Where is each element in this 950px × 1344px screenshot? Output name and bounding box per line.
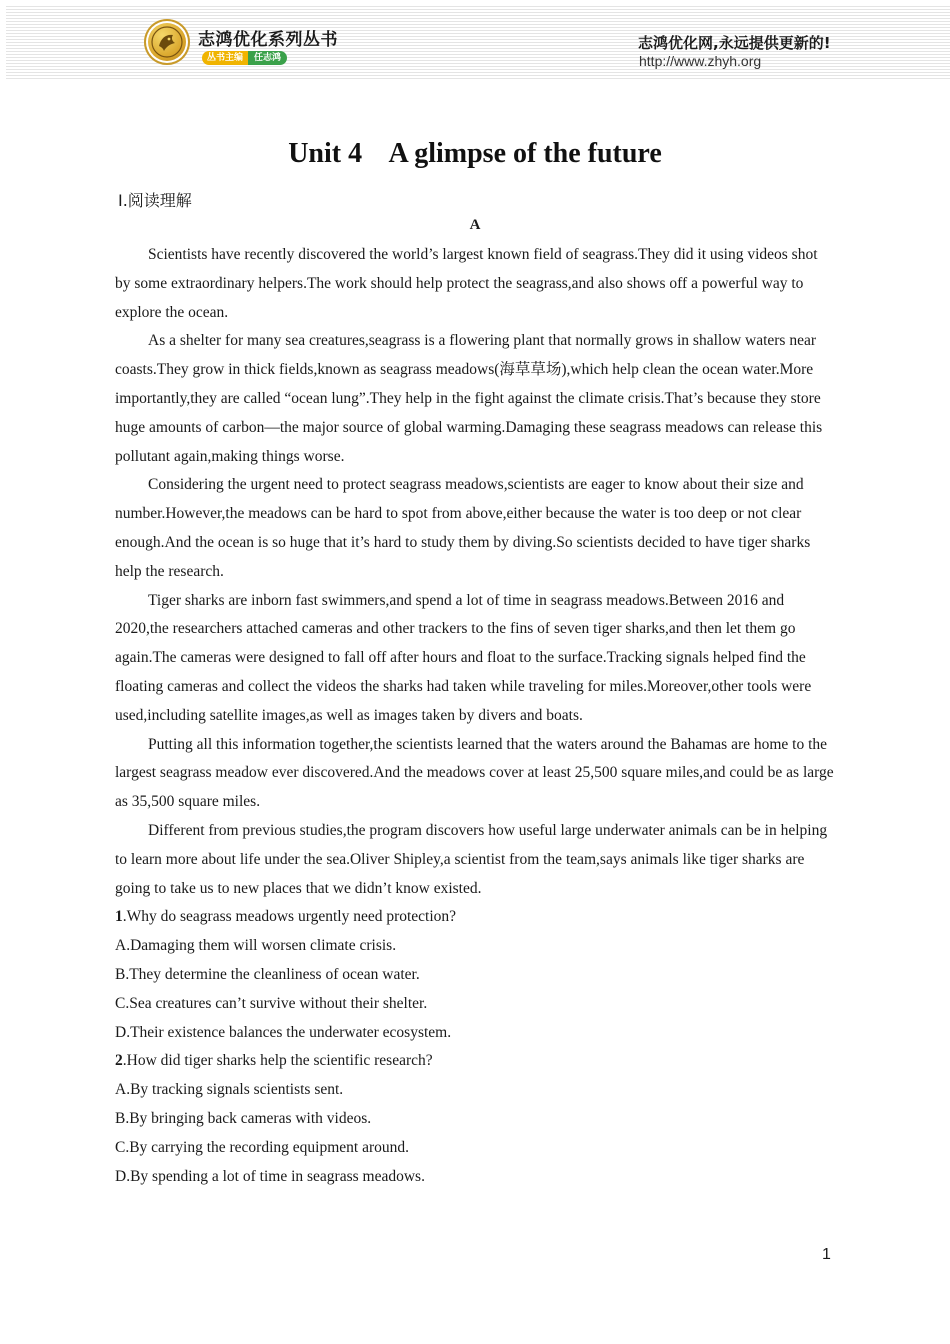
publisher-logo-icon [144, 19, 190, 65]
question-number: 2 [115, 1052, 123, 1070]
paragraph: Different from previous studies,the program discovers how useful large underwater animals can be in helping to learn more about life under the sea.Oliver Shipley,a scientist from the team,says animals like tiger sharks are going to take us to new places that we didn’t know existed. [115, 821, 828, 897]
answer-option: D.Their existence balances the underwater ecosystem. [115, 1023, 452, 1041]
answer-option: B.They determine the cleanliness of ocean water. [115, 965, 420, 983]
answer-option: D.By spending a lot of time in seagrass meadows. [115, 1167, 425, 1185]
passage-label: A [469, 217, 481, 233]
editor-tag [202, 51, 287, 65]
answer-option: C.Sea creatures can’t survive without their shelter. [115, 994, 428, 1012]
page-title: Unit 4 A glimpse of the future [288, 138, 662, 169]
series-title: 志鸿优化系列丛书 [198, 30, 338, 50]
question-number: 1 [115, 908, 123, 926]
question-stem [115, 903, 835, 932]
paragraph: Tiger sharks are inborn fast swimmers,and spend a lot of time in seagrass meadows.Between 2016 and 2020,the researchers attached cameras and other trackers to the fins of seven tiger sharks,and then let them go again.The cameras were designed to fall off after hours and float to the surface.Tracking signals helped find the floating cameras and collect the videos the sharks had taken while traveling for miles.Moreover,other tools were used,including satellite images,as well as images taken by divers and boats. [115, 591, 812, 724]
page-number: 1 [822, 1246, 831, 1263]
header-banner [6, 4, 950, 80]
document-body [115, 241, 835, 1191]
question-stem [115, 1047, 835, 1076]
question-text: .Why do seagrass meadows urgently need protection? [122, 908, 457, 926]
site-url-link[interactable]: http://www.zhyh.org [639, 53, 762, 69]
paragraph: As a shelter for many sea creatures,seagrass is a flowering plant that normally grows in shallow waters near coasts.They grow in thick fields,known as seagrass meadows(海草草场),which help clean the ocean water.More importantly,they are called “ocean lung”.They help in the fight against the climate crisis.That’s because they store huge amounts of carbon—the major source of global warming.Damaging these seagrass meadows can release this pollutant again,making things worse. [115, 332, 823, 465]
editor-name: 任志鸿 [248, 51, 287, 65]
question-text: .How did tiger sharks help the scientific research? [122, 1052, 433, 1070]
answer-option: A.Damaging them will worsen climate crisis. [115, 937, 397, 955]
paragraph: Putting all this information together,the scientists learned that the waters around the Bahamas are home to the largest seagrass meadow ever discovered.And the meadows cover at least 25,500 square miles,and could be as large as 35,500 square miles. [115, 735, 834, 811]
editor-label: 丛书主编 [202, 51, 248, 65]
paragraph: Scientists have recently discovered the world’s largest known field of seagrass.They did it using videos shot by some extraordinary helpers.The work should help protect the seagrass,and also shows off a powerful way to explore the ocean. [115, 246, 818, 321]
answer-option: A.By tracking signals scientists sent. [115, 1081, 344, 1099]
site-slogan: 志鸿优化网,永远提供更新的! [638, 34, 831, 52]
section-heading: Ⅰ.阅读理解 [118, 191, 192, 210]
answer-option: C.By carrying the recording equipment around. [115, 1138, 409, 1156]
paragraph: Considering the urgent need to protect seagrass meadows,scientists are eager to know about their size and number.However,the meadows can be hard to spot from above,either because the water is too deep or not clear enough.And the ocean is so huge that it’s hard to study them by diving.So scientists decided to have tiger sharks help the research. [115, 476, 811, 580]
answer-option: B.By bringing back cameras with videos. [115, 1109, 372, 1127]
